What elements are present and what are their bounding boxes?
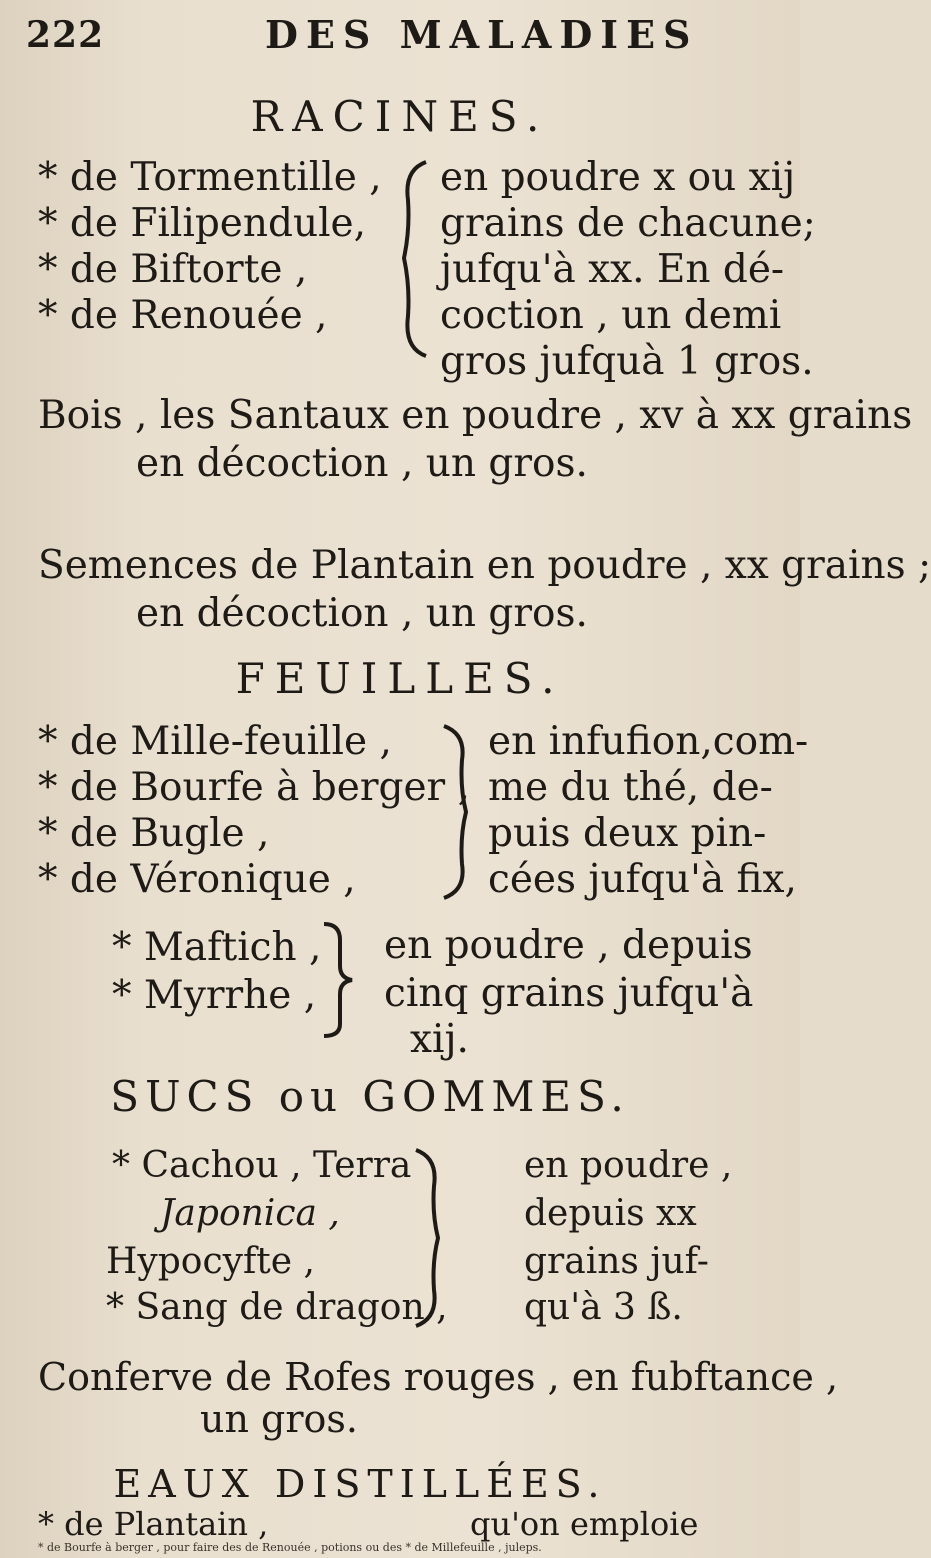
brace-sucs [412,1148,442,1328]
sucs-left-2: Japonica , [160,1193,340,1234]
bois-line-2: en décoction , un gros. [136,441,588,486]
feuilles-left2-2: * Myrrhe , [112,973,317,1018]
eaux-right-3: potions ou des [321,1541,402,1554]
feuilles-right-2: me du thé, de- [488,765,773,810]
sucs-right-3: grains juf- [524,1241,709,1282]
racines-right-1: en poudre x ou xij [440,155,796,200]
racines-right-2: grains de chacune; [440,201,816,246]
sucs-right-4: qu'à 3 ß. [524,1287,683,1328]
racines-right-4: coction , un demi [440,293,782,338]
conserve-line-2: un gros. [200,1397,358,1441]
feuilles-right-1: en infufion,com- [488,719,809,764]
eaux-continued [38,1540,778,1556]
sucs-right-2: depuis xx [524,1193,697,1234]
sucs-left-4: * Sang de dragon , [106,1287,448,1328]
racines-left-2: * de Filipendule, [38,201,367,246]
feuilles-left-3: * de Bugle , [38,811,270,856]
running-title: DES MALADIES [265,12,699,57]
section-heading-eaux: EAUX DISTILLÉES. [113,1462,607,1506]
eaux-left-2: * de Bourfe à berger , [38,1541,160,1554]
feuilles-left-4: * de Véronique , [38,857,356,902]
eaux-left-4: * de Millefeuille , [405,1541,502,1554]
eaux-right-2: pour faire des [163,1541,242,1554]
sucs-right-1: en poudre , [524,1145,733,1186]
page-header [0,8,800,68]
conserve-line-1: Conferve de Rofes rouges , en fubftance , [38,1355,839,1399]
brace-feuilles [440,724,470,900]
eaux-right-4: juleps. [505,1541,542,1554]
racines-left-4: * de Renouée , [38,293,328,338]
section-heading-feuilles: FEUILLES. [235,654,565,703]
feuilles-right2-3: xij. [410,1017,469,1062]
feuilles-right2-2: cinq grains jufqu'à [384,971,754,1016]
feuilles-right2-1: en poudre , depuis [384,923,753,968]
semences-line-2: en décoction , un gros. [136,591,588,636]
page-number: 222 [26,14,105,56]
sucs-left-1: * Cachou , Terra [112,1145,412,1186]
racines-left-3: * de Biftorte , [38,247,308,292]
section-heading-sucs: SUCS ou GOMMES. [110,1072,630,1121]
feuilles-right-3: puis deux pin- [488,811,767,856]
feuilles-left-1: * de Mille-feuille , [38,719,392,764]
feuilles-left2-1: * Maftich , [112,925,322,970]
racines-left-1: * de Tormentille , [38,155,382,200]
brace-racines [400,160,430,360]
brace-feuilles-2 [318,920,358,1040]
eaux-right-1: qu'on emploie [470,1505,699,1543]
feuilles-right-4: cées jufqu'à fix, [488,857,797,902]
racines-right-3: jufqu'à xx. En dé- [440,247,785,292]
feuilles-left-2: * de Bourfe à berger , [38,765,470,810]
bois-line-1: Bois , les Santaux en poudre , xv à xx grains [38,393,913,438]
sucs-left-3: Hypocyfte , [106,1241,315,1282]
semences-line-1: Semences de Plantain en poudre , xx grains ; [38,543,931,588]
racines-right-5: gros jufquà 1 gros. [440,339,814,384]
eaux-left-1: * de Plantain , [38,1505,269,1543]
section-heading-racines: RACINES. [250,92,550,141]
eaux-left-3: de Renouée , [244,1541,318,1554]
